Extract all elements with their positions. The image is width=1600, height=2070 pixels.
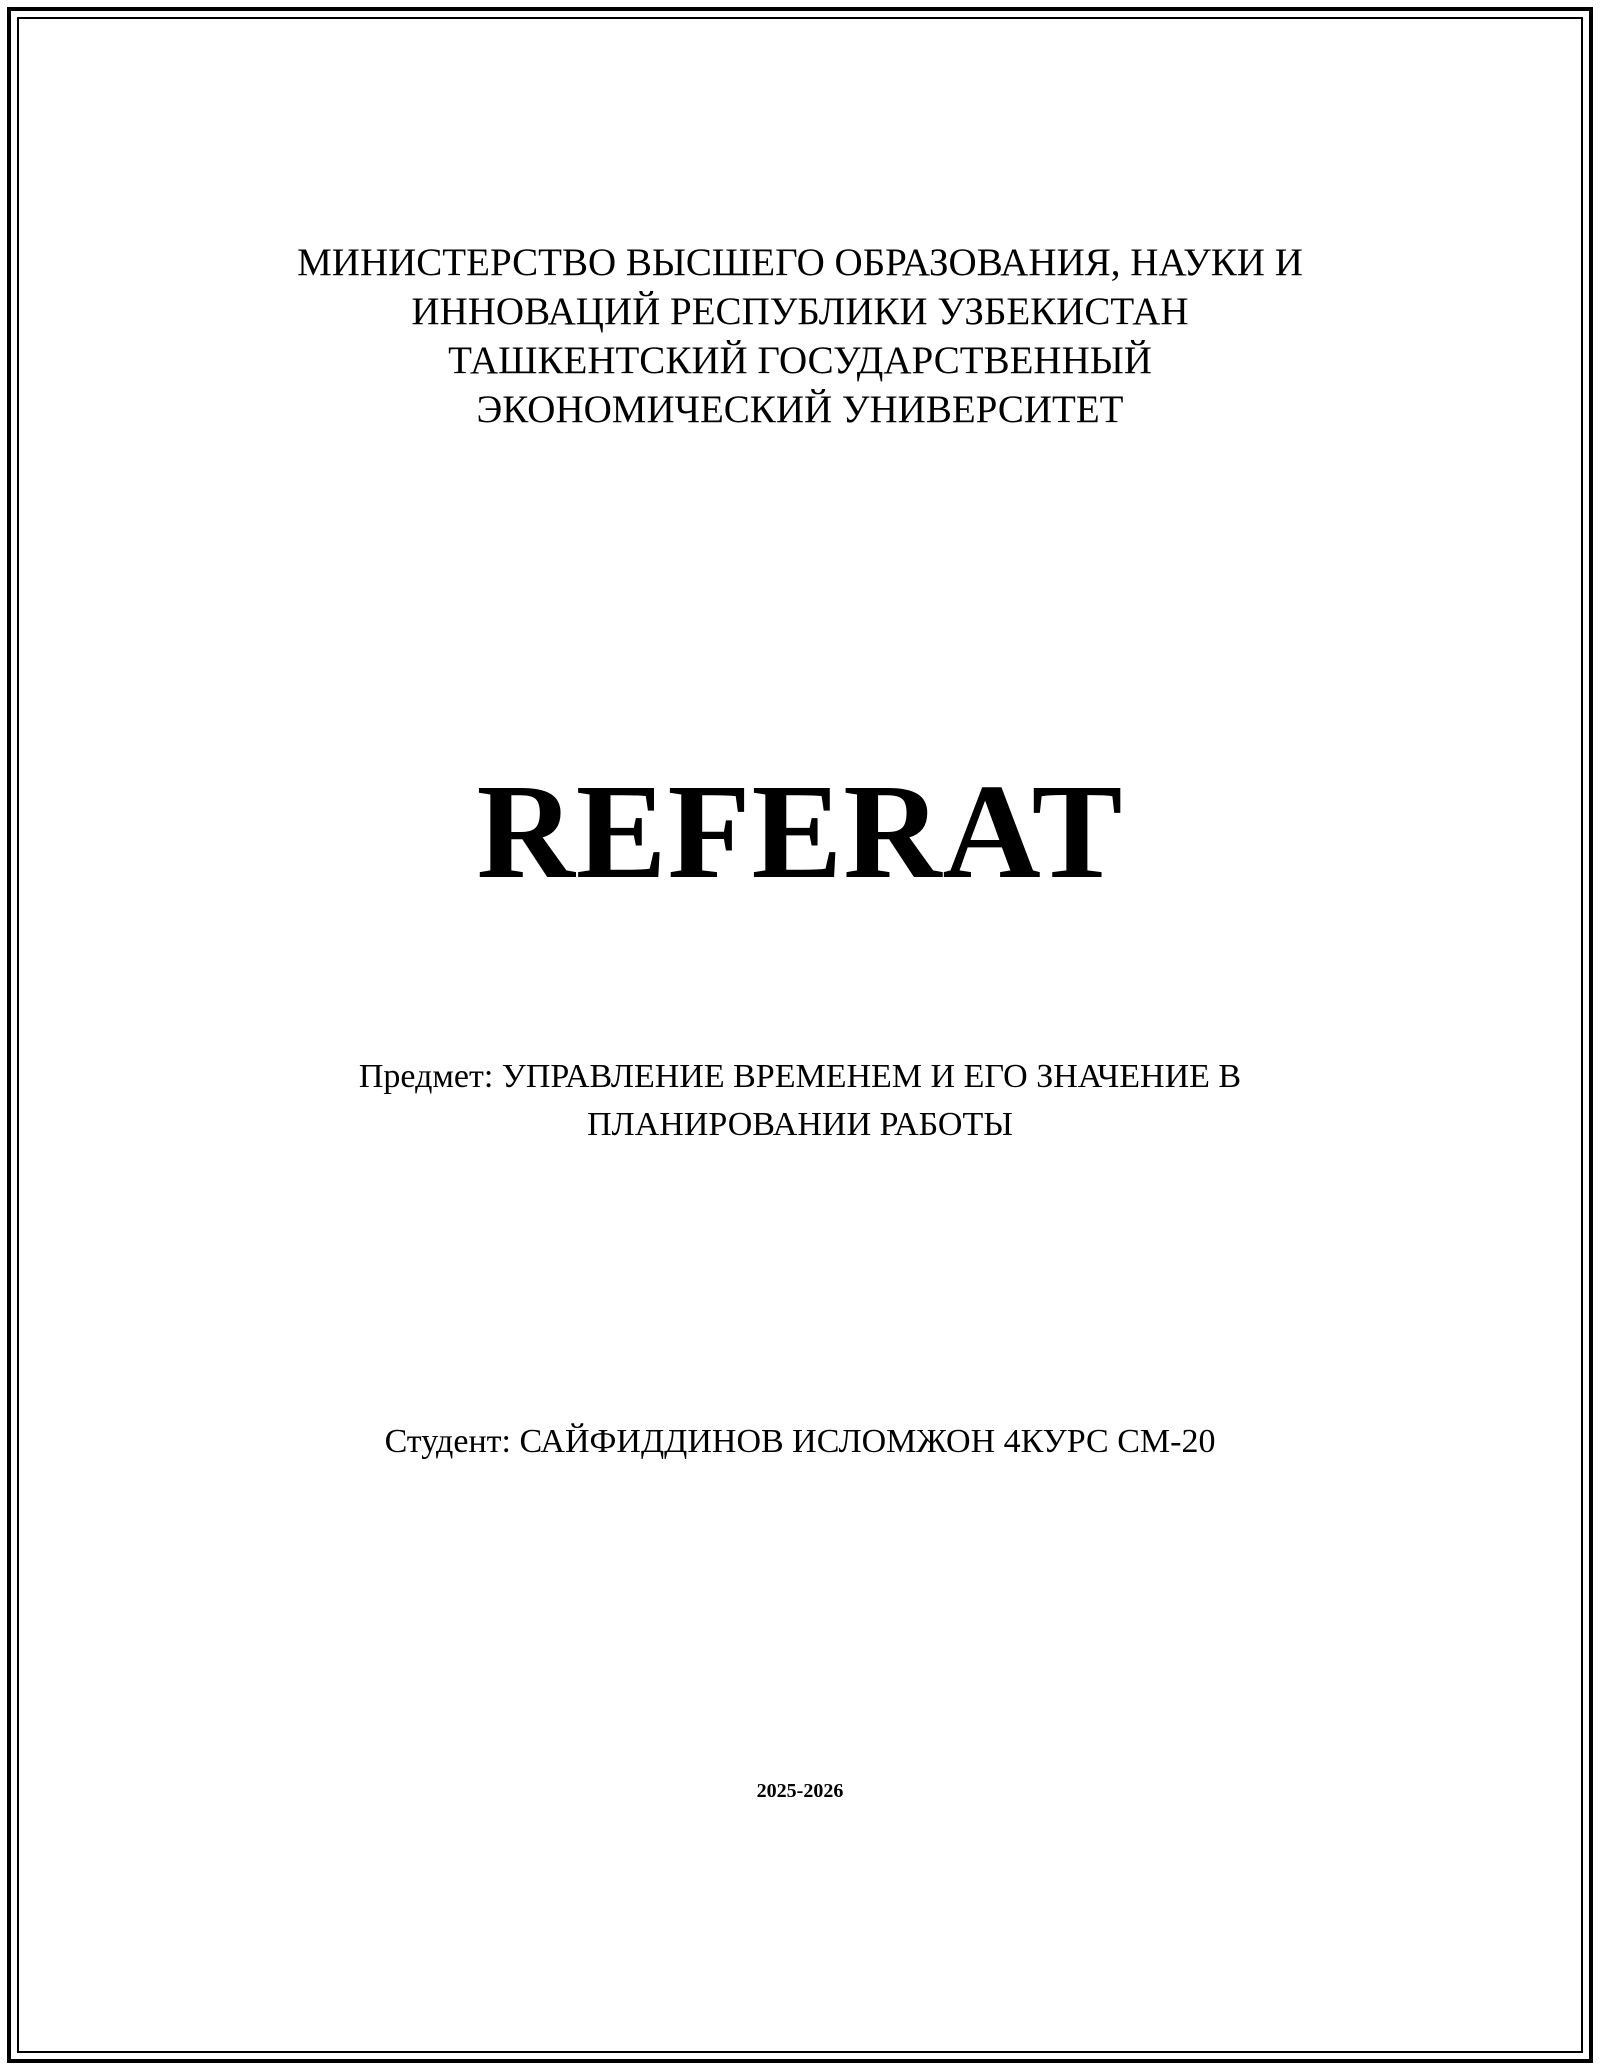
institution-line: ТАШКЕНТСКИЙ ГОСУДАРСТВЕННЫЙ bbox=[448, 339, 1152, 382]
subject-line: ПЛАНИРОВАНИИ РАБОТЫ bbox=[587, 1106, 1013, 1143]
institution-line: МИНИСТЕРСТВО ВЫСШЕГО ОБРАЗОВАНИЯ, НАУКИ И bbox=[297, 241, 1303, 284]
institution-header bbox=[0, 238, 1600, 434]
student-info: Студент: САЙФИДДИНОВ ИСЛОМЖОН 4КУРС СМ-20 bbox=[384, 1423, 1216, 1460]
academic-year: 2025-2026 bbox=[756, 1780, 844, 1802]
institution-line: ИННОВАЦИЙ РЕСПУБЛИКИ УЗБЕКИСТАН bbox=[411, 290, 1189, 333]
institution-line: ЭКОНОМИЧЕСКИЙ УНИВЕРСИТЕТ bbox=[476, 388, 1124, 431]
subject-block bbox=[0, 1053, 1600, 1149]
subject-line: Предмет: УПРАВЛЕНИЕ ВРЕМЕНЕМ И ЕГО ЗНАЧЕНИЕ В bbox=[358, 1058, 1242, 1095]
document-title: REFERAT bbox=[476, 757, 1124, 907]
